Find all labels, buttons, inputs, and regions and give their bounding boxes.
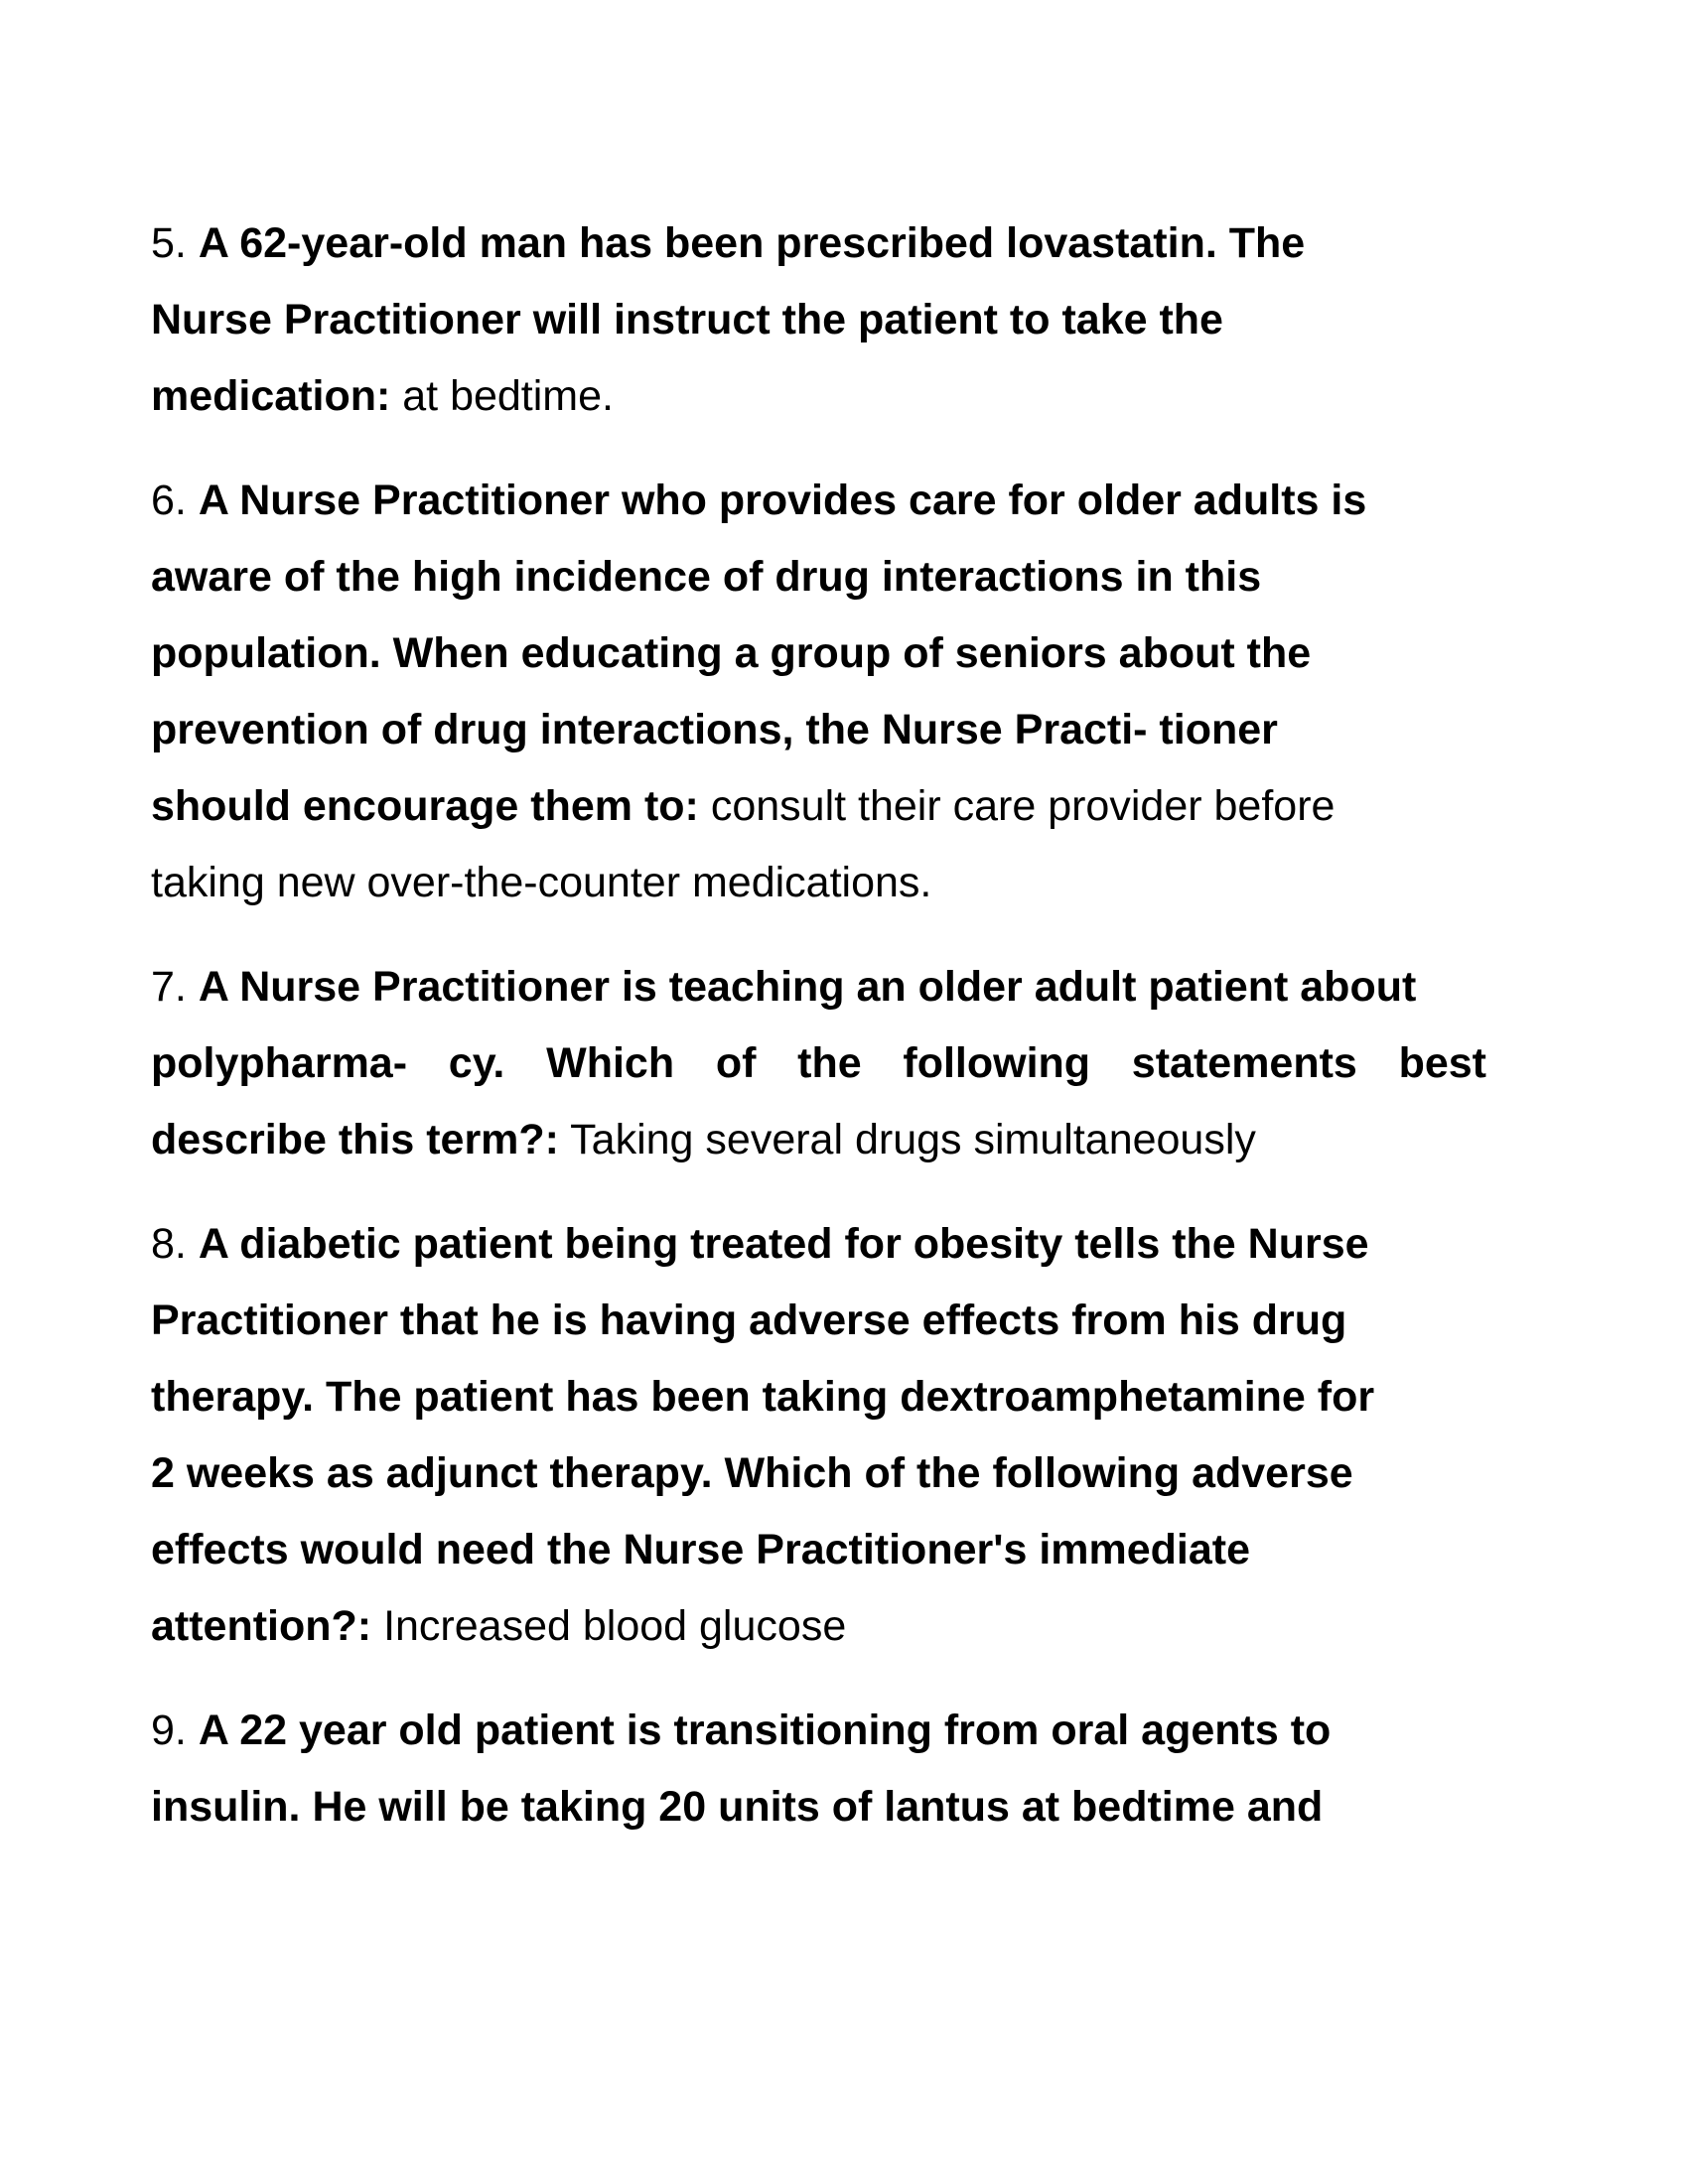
bold-text-run: A Nurse Practitioner is teaching an older adult patient about — [198, 963, 1417, 1011]
bold-text-run: describe this term?: — [151, 1116, 559, 1163]
text-line — [151, 1206, 1486, 1283]
bold-text-run: 2 weeks as adjunct therapy. Which of the following adverse — [151, 1449, 1353, 1497]
text-line — [151, 1769, 1486, 1845]
bold-text-run: polypharma- cy. Which of the following statements best — [151, 1039, 1486, 1087]
regular-text-run: consult their care provider before — [698, 782, 1336, 830]
bold-text-run: should encourage them to: — [151, 782, 699, 830]
paragraph-5 — [151, 205, 1486, 435]
text-line — [151, 1025, 1486, 1102]
paragraph-7 — [151, 949, 1486, 1178]
text-line — [151, 205, 1486, 282]
text-line — [151, 282, 1486, 358]
regular-text-run: at bedtime. — [390, 372, 614, 420]
text-line — [151, 768, 1486, 845]
bold-text-run: A 22 year old patient is transitioning from oral agents to — [198, 1706, 1332, 1754]
bold-text-run: Practitioner that he is having adverse effects from his drug — [151, 1297, 1347, 1344]
regular-text-run: 8. — [151, 1220, 199, 1268]
text-line — [151, 1512, 1486, 1588]
text-line — [151, 358, 1486, 435]
regular-text-run: Taking several drugs simultaneously — [559, 1116, 1256, 1163]
document-content — [151, 205, 1486, 1845]
text-line — [151, 845, 1486, 921]
regular-text-run: 6. — [151, 477, 199, 524]
text-line — [151, 615, 1486, 692]
paragraph-6 — [151, 463, 1486, 921]
bold-text-run: A diabetic patient being treated for obesity tells the Nurse — [198, 1220, 1369, 1268]
paragraph-8 — [151, 1206, 1486, 1665]
bold-text-run: effects would need the Nurse Practitioner's immediate — [151, 1526, 1251, 1573]
text-line — [151, 539, 1486, 615]
text-line — [151, 1102, 1486, 1178]
bold-text-run: A 62-year-old man has been prescribed lovastatin. The — [198, 219, 1306, 267]
bold-text-run: therapy. The patient has been taking dextroamphetamine for — [151, 1373, 1375, 1421]
regular-text-run: 7. — [151, 963, 199, 1011]
text-line — [151, 1693, 1486, 1769]
bold-text-run: Nurse Practitioner will instruct the patient to take the — [151, 296, 1223, 343]
bold-text-run: medication: — [151, 372, 391, 420]
bold-text-run: aware of the high incidence of drug interactions in this — [151, 553, 1262, 601]
text-line — [151, 692, 1486, 768]
paragraph-9 — [151, 1693, 1486, 1845]
text-line — [151, 1283, 1486, 1359]
bold-text-run: insulin. He will be taking 20 units of lantus at bedtime and — [151, 1783, 1324, 1831]
text-line — [151, 949, 1486, 1025]
text-line — [151, 463, 1486, 539]
regular-text-run: Increased blood glucose — [371, 1602, 847, 1650]
regular-text-run: 9. — [151, 1706, 199, 1754]
bold-text-run: A Nurse Practitioner who provides care for older adults is — [198, 477, 1367, 524]
text-line — [151, 1588, 1486, 1665]
regular-text-run: taking new over-the-counter medications. — [151, 859, 932, 906]
bold-text-run: population. When educating a group of seniors about the — [151, 629, 1312, 677]
bold-text-run: prevention of drug interactions, the Nurse Practi- tioner — [151, 706, 1278, 753]
text-line — [151, 1435, 1486, 1512]
regular-text-run: 5. — [151, 219, 199, 267]
text-line — [151, 1359, 1486, 1435]
bold-text-run: attention?: — [151, 1602, 372, 1650]
